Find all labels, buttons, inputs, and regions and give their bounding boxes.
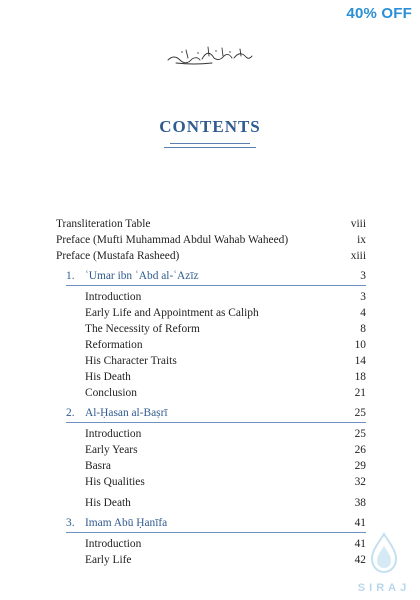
siraj-watermark — [354, 532, 414, 594]
toc-entry-label: Transliteration Table — [56, 218, 151, 230]
toc-section[interactable] — [56, 289, 366, 305]
section-label: His Qualities — [85, 476, 145, 488]
chapter-number: 3. — [66, 517, 75, 529]
toc-section[interactable] — [56, 426, 366, 442]
section-page: 3 — [360, 291, 366, 303]
chapter-number: 1. — [66, 270, 75, 282]
toc-section[interactable] — [56, 474, 366, 490]
section-label: His Death — [85, 497, 131, 509]
toc-entry[interactable] — [56, 232, 366, 248]
toc-section[interactable] — [56, 321, 366, 337]
section-label: His Death — [85, 371, 131, 383]
section-page: 38 — [354, 497, 366, 509]
toc-section[interactable] — [56, 458, 366, 474]
section-label: Early Life and Appointment as Caliph — [85, 307, 259, 319]
chapter-number: 2. — [66, 407, 75, 419]
watermark-text: SIRAJ — [357, 582, 411, 594]
section-page: 29 — [354, 460, 366, 472]
chapter-heading[interactable] — [56, 515, 366, 531]
section-label: Introduction — [85, 428, 142, 440]
chapter-title: Imam Abū Ḥanīfa — [85, 517, 168, 529]
toc-entry-page: xiii — [350, 250, 366, 262]
flame-drop-logo-icon — [364, 532, 404, 576]
section-page: 42 — [354, 554, 366, 566]
chapter-divider — [66, 532, 366, 533]
toc-entry[interactable] — [56, 248, 366, 264]
section-label: Conclusion — [85, 387, 137, 399]
chapter-heading[interactable] — [56, 405, 366, 421]
section-label: Introduction — [85, 538, 142, 550]
section-page: 18 — [354, 371, 366, 383]
toc-entry-page: viii — [350, 218, 366, 230]
toc-entry-label: Preface (Mufti Muhammad Abdul Wahab Waheed) — [56, 234, 289, 246]
chapter-page: 41 — [354, 517, 366, 529]
toc-entry-label: Preface (Mustafa Rasheed) — [56, 250, 180, 262]
chapter-page: 3 — [360, 270, 366, 282]
section-page: 21 — [354, 387, 366, 399]
discount-badge: 40% OFF — [346, 5, 412, 22]
title-rule-top — [170, 143, 250, 144]
toc-section[interactable] — [56, 353, 366, 369]
section-page: 8 — [360, 323, 366, 335]
basmala-calligraphy — [164, 44, 254, 66]
section-page: 25 — [354, 428, 366, 440]
section-label: His Character Traits — [85, 355, 177, 367]
title-rule-bottom — [164, 147, 256, 148]
toc-entry-page: ix — [357, 234, 366, 246]
toc-section[interactable] — [56, 536, 366, 552]
toc-section[interactable] — [56, 552, 366, 568]
section-label: The Necessity of Reform — [85, 323, 200, 335]
toc-section[interactable] — [56, 442, 366, 458]
section-page: 32 — [354, 476, 366, 488]
chapter-divider — [66, 285, 366, 286]
toc-section[interactable] — [56, 337, 366, 353]
chapter-title: ʿUmar ibn ʿAbd al-ʿAzīz — [85, 270, 199, 282]
chapter-page: 25 — [354, 407, 366, 419]
chapter-divider — [66, 422, 366, 423]
toc-section[interactable] — [56, 385, 366, 401]
toc-section[interactable] — [56, 305, 366, 321]
toc-section[interactable] — [56, 369, 366, 385]
section-page: 14 — [354, 355, 366, 367]
section-page: 26 — [354, 444, 366, 456]
section-label: Basra — [85, 460, 111, 472]
toc-section[interactable] — [56, 495, 366, 511]
section-label: Reformation — [85, 339, 143, 351]
section-label: Introduction — [85, 291, 142, 303]
section-label: Early Years — [85, 444, 138, 456]
table-of-contents — [56, 216, 366, 568]
section-label: Early Life — [85, 554, 132, 566]
toc-entry[interactable] — [56, 216, 366, 232]
section-page: 41 — [354, 538, 366, 550]
chapter-title: Al-Ḥasan al-Baṣrī — [85, 407, 168, 419]
chapter-heading[interactable] — [56, 268, 366, 284]
page-title: CONTENTS — [159, 117, 261, 136]
section-page: 10 — [354, 339, 366, 351]
section-page: 4 — [360, 307, 366, 319]
